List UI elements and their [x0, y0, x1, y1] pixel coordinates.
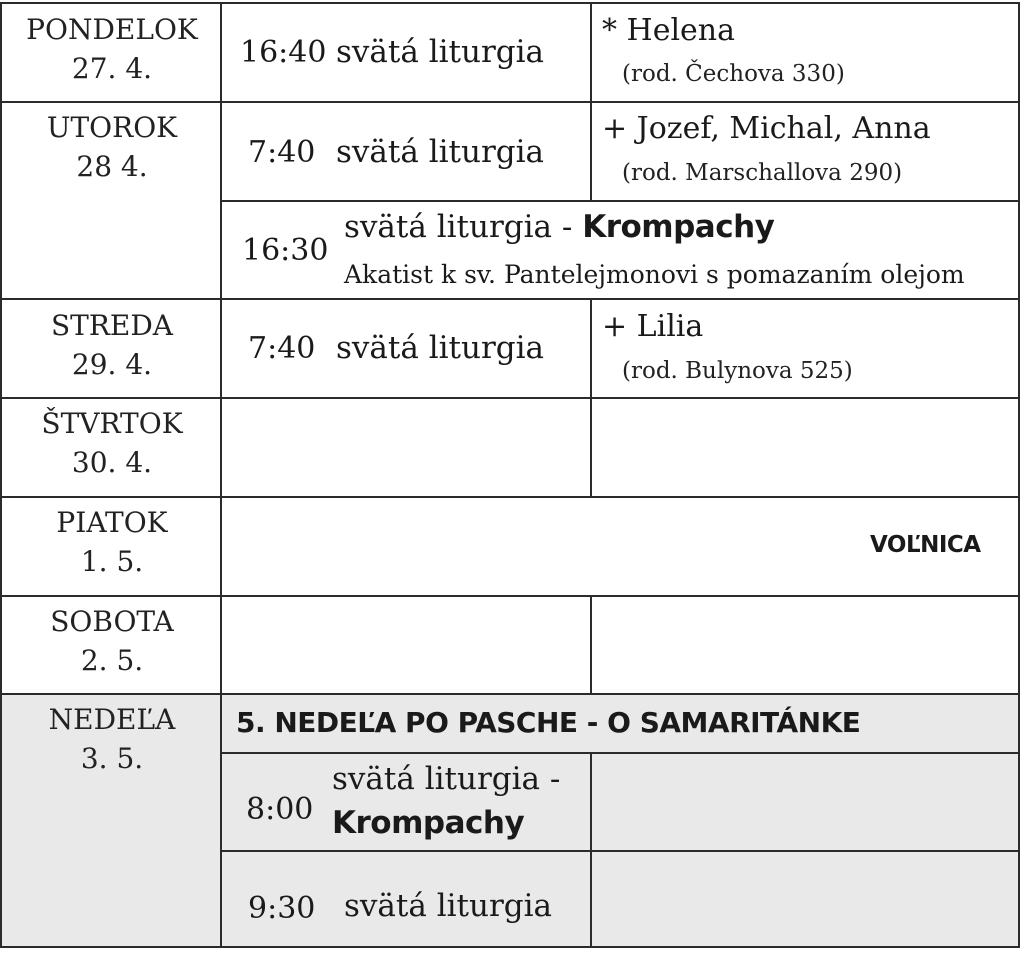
intention-family: (rod. Bulynova 525): [622, 358, 853, 384]
holiday-label: VOĽNICA: [870, 532, 981, 558]
intention-family: (rod. Čechova 330): [622, 61, 845, 87]
service-time: 9:30: [248, 891, 316, 926]
grid-line: [590, 298, 592, 498]
service-note: Akatist k sv. Pantelejmonovi s pomazaním olejom: [344, 260, 965, 289]
service-place: Krompachy: [332, 805, 525, 841]
day-date: 2. 5.: [80, 644, 144, 677]
service-name: svätá liturgia: [344, 888, 553, 924]
intention-name: + Lilia: [602, 309, 704, 344]
sunday-header: 5. NEDEĽA PO PASCHE - O SAMARITÁNKE: [236, 706, 861, 739]
day-name: STREDA: [50, 309, 174, 342]
day-name: UTOROK: [46, 111, 178, 144]
grid-line: [590, 2, 592, 200]
grid-line: [0, 101, 1020, 103]
grid-line: [222, 752, 1020, 754]
grid-line: [0, 397, 1020, 399]
service-name: svätá liturgia -: [332, 761, 561, 797]
service-name: svätá liturgia -: [344, 209, 583, 245]
service-time: 8:00: [246, 792, 314, 827]
grid-line-top: [0, 2, 1020, 4]
day-name: SOBOTA: [50, 605, 174, 638]
service-time: 7:40: [248, 135, 316, 170]
day-name: ŠTVRTOK: [41, 407, 183, 440]
service-place: Krompachy: [582, 209, 775, 245]
service-time: 16:40: [240, 35, 327, 70]
day-name: PIATOK: [56, 506, 168, 539]
day-name: NEDEĽA: [48, 703, 176, 736]
day-name: PONDELOK: [26, 13, 198, 46]
grid-line: [222, 200, 1020, 202]
service-name: svätá liturgia: [336, 134, 545, 170]
service-line: [344, 209, 775, 245]
day-date: 27. 4.: [71, 52, 153, 85]
service-name: svätá liturgia: [336, 34, 545, 70]
service-name: svätá liturgia: [336, 330, 545, 366]
grid-line: [222, 850, 1020, 852]
service-time: 16:30: [242, 233, 329, 268]
day-date: 30. 4.: [71, 446, 153, 479]
intention-name: * Helena: [602, 13, 736, 48]
grid-line: [590, 595, 592, 695]
service-time: 7:40: [248, 331, 316, 366]
grid-line-bottom: [0, 946, 1020, 948]
day-date: 1. 5.: [80, 545, 144, 578]
grid-line: [0, 298, 1020, 300]
grid-line-right: [1018, 2, 1020, 948]
day-date: 28 4.: [76, 150, 148, 183]
intention-family: (rod. Marschallova 290): [622, 160, 903, 186]
grid-line: [590, 752, 592, 948]
grid-line: [0, 496, 1020, 498]
intention-name: + Jozef, Michal, Anna: [602, 111, 931, 146]
grid-line: [0, 595, 1020, 597]
day-date: 3. 5.: [80, 742, 144, 775]
grid-line: [0, 693, 1020, 695]
day-date: 29. 4.: [71, 348, 153, 381]
